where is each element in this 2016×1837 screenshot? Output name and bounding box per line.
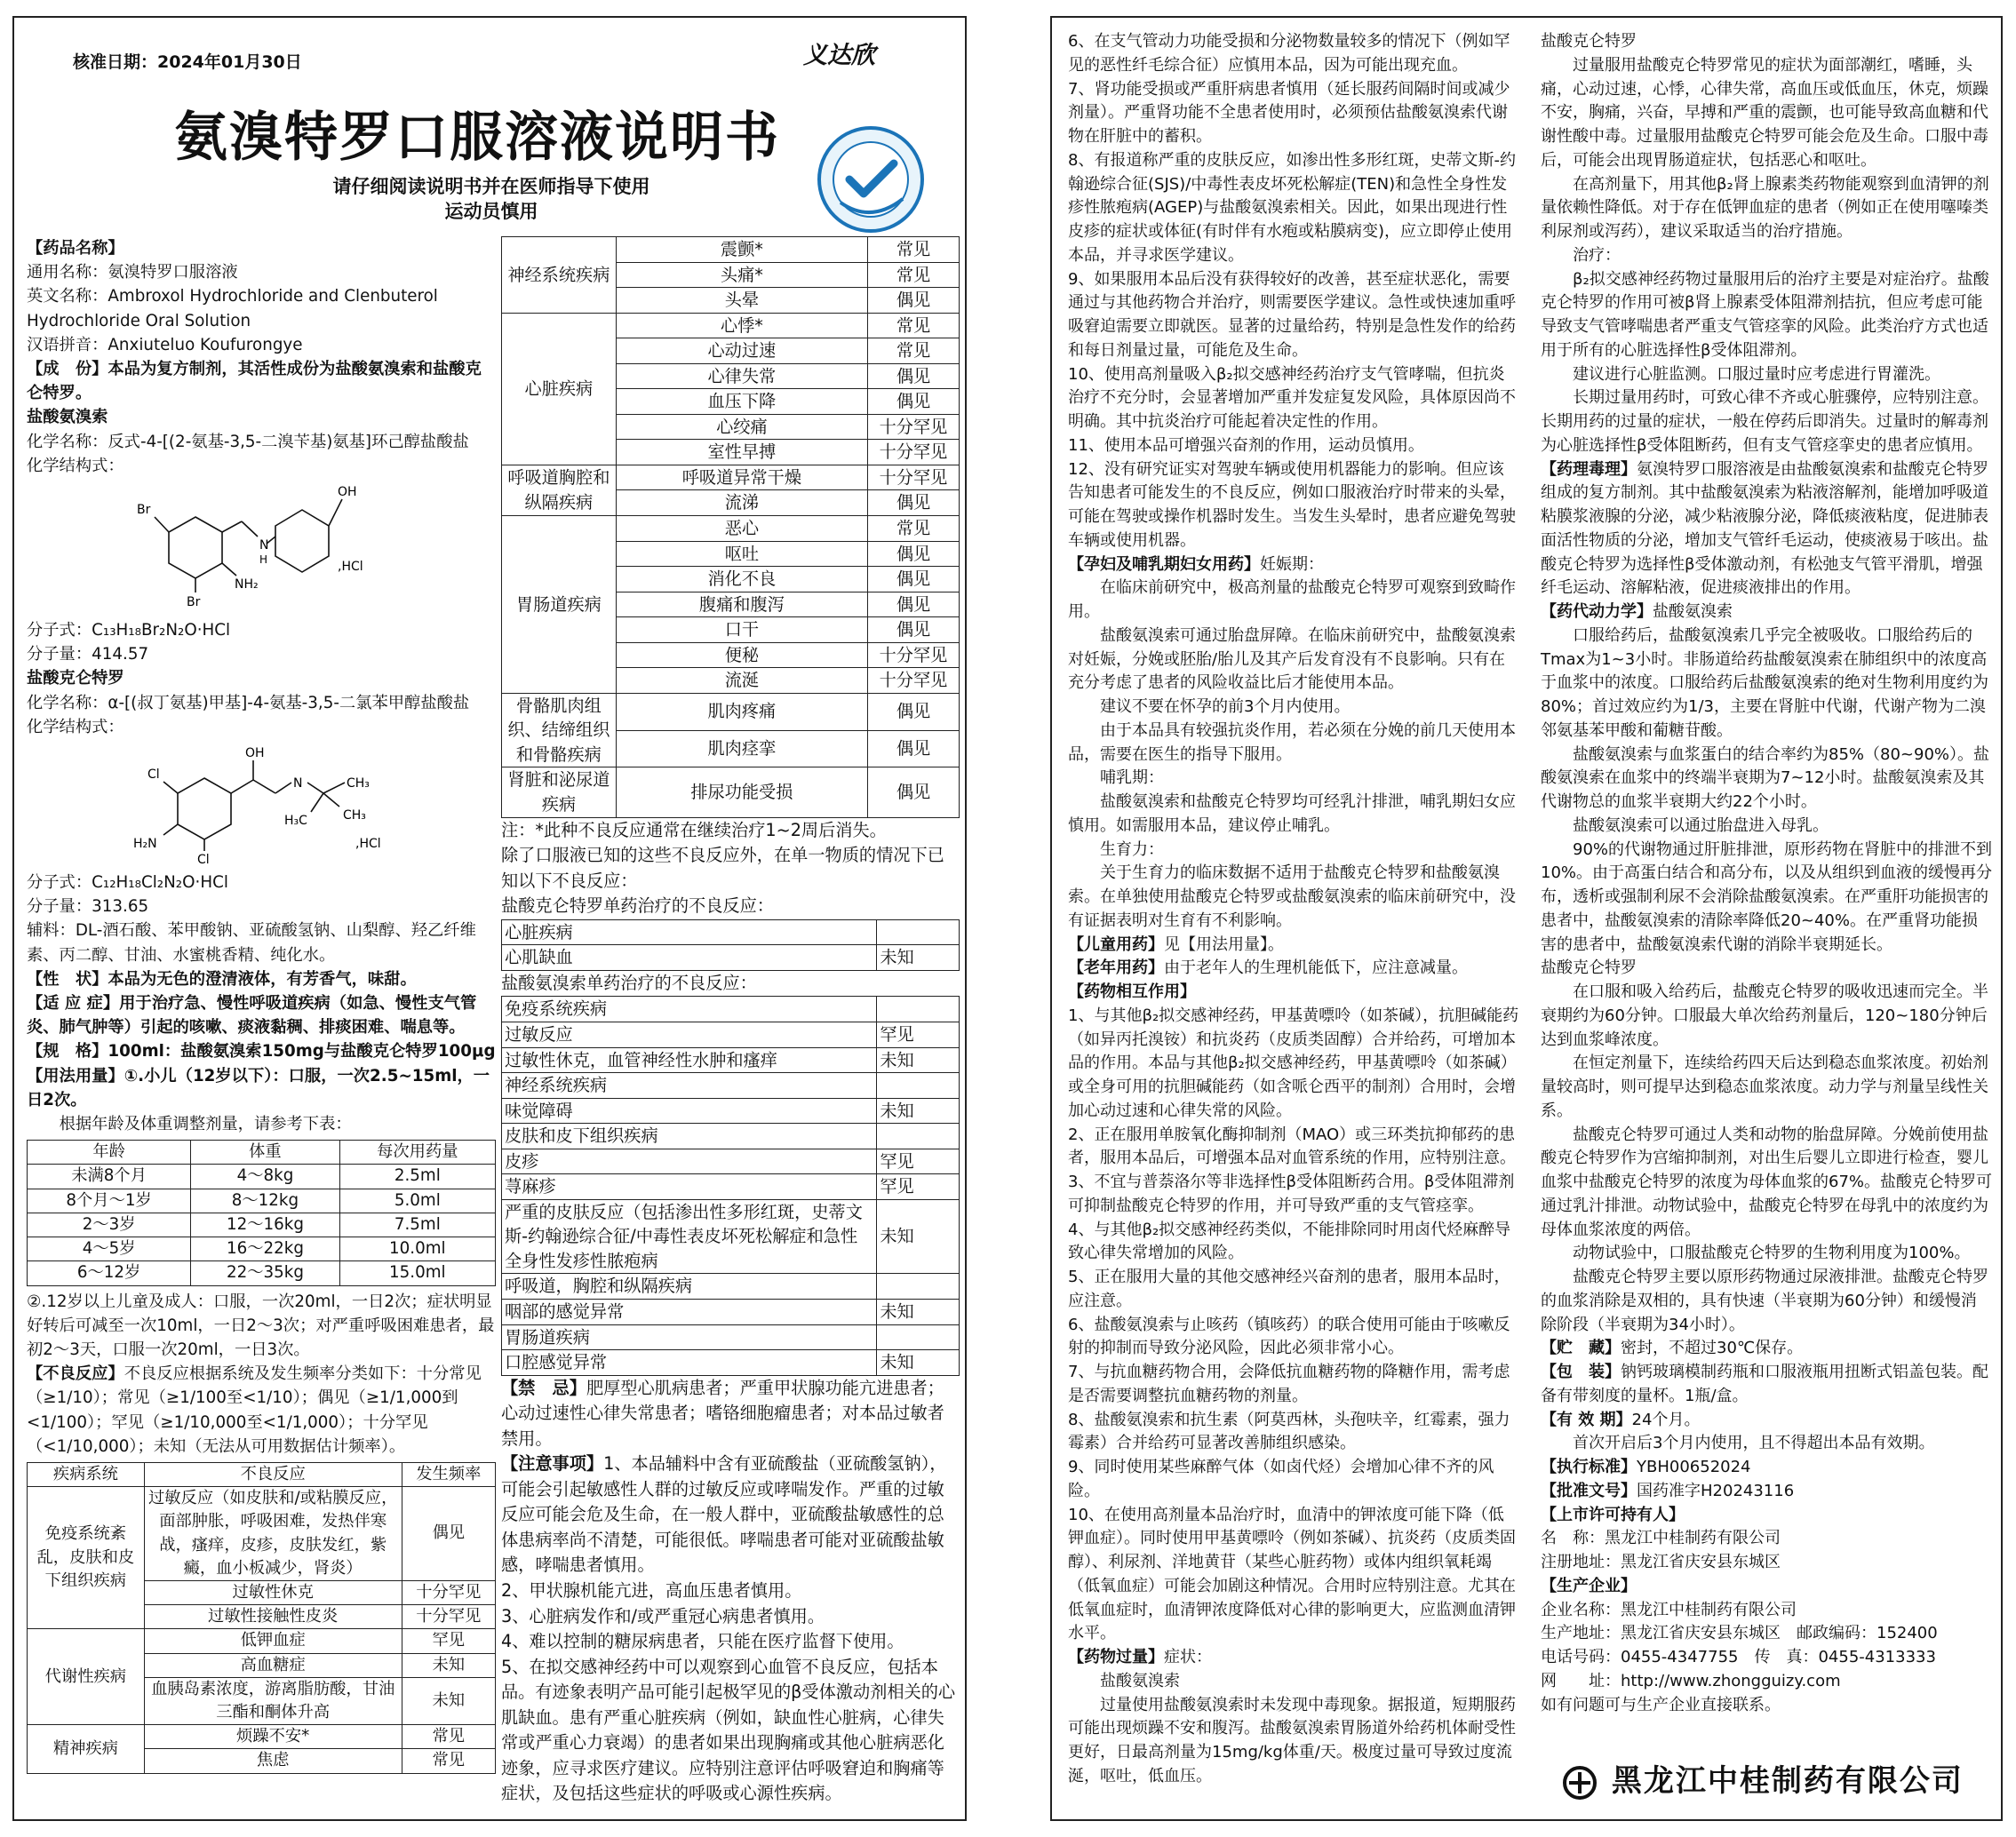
frequency-cell: 常见: [402, 1725, 495, 1749]
frequency-cell: 十分罕见: [868, 668, 960, 694]
text-paragraph: 生产地址：黑龙江省庆安县东城区 邮政编码：152400: [1541, 1624, 1938, 1643]
frequency-cell: 偶见: [868, 363, 960, 389]
left-column-1: [27, 236, 496, 1774]
reaction-cell: 头晕: [616, 288, 867, 314]
text-paragraph: 11、使用本品可增强兴奋剂的作用，运动员慎用。: [1068, 435, 1424, 455]
text-paragraph: 动物试验中，口服盐酸克仑特罗的生物利用度为100%。: [1573, 1244, 1971, 1263]
reaction-cell: 排尿功能受损: [616, 767, 867, 817]
table-cell: 严重的皮肤反应（包括渗出性多形红斑，史蒂文斯-约翰逊综合征/中毒性表皮坏死松解症和急性全身性发疹性脓疱病: [502, 1199, 877, 1274]
table-cell: 16～22kg: [191, 1237, 339, 1261]
text-paragraph: 【性 状】本品为无色的澄清液体，有芳香气，味甜。: [27, 969, 417, 989]
nitrogen-label: N: [293, 776, 303, 791]
text-paragraph: 【成 份】本品为复方制剂，其活性成份为盐酸氨溴索和盐酸克仑特罗。: [27, 360, 482, 403]
ambroxol-adr-heading: 盐酸氨溴索单药治疗的不良反应：: [501, 972, 757, 993]
table-row: [502, 1299, 960, 1324]
table-cell: 5.0ml: [339, 1189, 495, 1213]
text-paragraph: 电话号码：0455-4347755 传 真：0455-4313333: [1541, 1648, 1936, 1666]
table-row: [502, 1174, 960, 1200]
table-cell: 10.0ml: [339, 1237, 495, 1261]
frequency-cell: 常见: [868, 338, 960, 364]
table-cell: 8个月～1岁: [28, 1189, 191, 1213]
frequency-cell: 偶见: [868, 592, 960, 617]
text-paragraph: 化学名称：α-[(叔丁氨基)甲基]-4-氨基-3,5-二氯苯甲醇盐酸盐: [27, 693, 470, 712]
frequency-cell: 十分罕见: [402, 1580, 495, 1604]
table-header: 年龄: [28, 1141, 191, 1165]
table-cell: 罕见: [877, 1174, 960, 1200]
text-paragraph: 【包 装】钠钙玻璃模制药瓶和口服液瓶用扭断式铝盖包装。配备有带刻度的量杯。1瓶/盒。: [1541, 1363, 1988, 1405]
disease-system-cell: 代谢性疾病: [28, 1629, 145, 1725]
nitrogen-label: N: [259, 538, 269, 553]
text-paragraph: 盐酸克仑特罗: [27, 669, 124, 688]
table-cell: [877, 1073, 960, 1099]
text-paragraph: 注册地址：黑龙江省庆安县东城区: [1541, 1553, 1781, 1571]
table-cell: 6～12岁: [28, 1261, 191, 1285]
methyl-label: CH₃: [347, 776, 370, 791]
disease-system-cell: 呼吸道胸腔和纵隔疾病: [502, 465, 617, 515]
text-paragraph: 8、有报道称严重的皮肤反应，如渗出性多形红斑，史蒂文斯-约翰逊综合征(SJS)/中毒性表皮坏死松解症(TEN)和急性全身性发疹性脓疱病(AGEP)与盐酸氨溴索相关。因此，如果出现进行性皮疹的症状或体征(有时伴有水疱或粘膜病变)，应立即停止使用本品，并寻求医学建议。: [1068, 150, 1516, 265]
text-paragraph: 【不良反应】不良反应根据系统及发生频率分类如下：十分常见（≥1/10）；常见（≥1/100至<1/10）；偶见（≥1/1,000到<1/100）；罕见（≥1/10,000至<1/1,000）；十分罕见（<1/10,000）；未知（无法从可用数据估计频率）。: [27, 1364, 482, 1456]
reaction-cell: 心悸*: [616, 313, 867, 338]
text-paragraph: 名 称：黑龙江中桂制药有限公司: [1541, 1529, 1781, 1548]
frequency-cell: 偶见: [868, 288, 960, 314]
leaflet-front: [12, 16, 967, 1821]
text-paragraph: 6、盐酸氨溴索与止咳药（镇咳药）的联合使用可能由于咳嗽反射的抑制而导致分泌风险，因此必须非常小心。: [1068, 1315, 1510, 1358]
right-column-1: [1068, 30, 1519, 1789]
left-column-2: [501, 236, 960, 1807]
table-row: [502, 1022, 960, 1047]
frequency-cell: 偶见: [868, 767, 960, 817]
subtitle-athlete: 运动员慎用: [444, 201, 538, 222]
table-cell: 未知: [877, 1199, 960, 1274]
table-header: 每次用药量: [339, 1141, 495, 1165]
text-paragraph: 网 址：http://www.zhongguizy.com: [1541, 1671, 1841, 1690]
company-logo: [1560, 1765, 1964, 1801]
disease-system-cell: 肾脏和泌尿道疾病: [502, 767, 617, 817]
table-cell: [877, 919, 960, 945]
table-row: [502, 693, 960, 730]
frequency-cell: 偶见: [868, 541, 960, 567]
approval-date: 核准日期：2024年01月30日: [73, 52, 302, 72]
text-paragraph: 分子式：C₁₃H₁₈Br₂N₂O·HCl: [27, 621, 231, 640]
text-paragraph: 化学结构式：: [27, 456, 124, 475]
text-paragraph: 【药物过量】症状：: [1068, 1648, 1212, 1666]
text-paragraph: 盐酸克仑特罗单药治疗的不良反应：: [501, 895, 774, 917]
table-cell: 15.0ml: [339, 1261, 495, 1285]
company-logo-icon: [1560, 1765, 1599, 1801]
text-paragraph: 盐酸克仑特罗可通过人类和动物的胎盘屏障。分娩前使用盐酸克仑特罗作为宫缩抑制剂，对出生后婴儿立即进行检查，婴儿血浆中盐酸克仑特罗的浓度为母体血浆的67%。盐酸克仑特罗可通过乳汁排泄。动物试验中，盐酸克仑特罗在母乳中的浓度约为母体血浆浓度的两倍。: [1541, 1125, 1993, 1239]
reaction-cell: 呕吐: [616, 541, 867, 567]
table-cell: 过敏性休克，血管神经性水肿和瘙痒: [502, 1047, 877, 1073]
reaction-cell: 震颤*: [616, 237, 867, 263]
reaction-cell: 头痛*: [616, 262, 867, 288]
frequency-cell: 未知: [402, 1677, 495, 1724]
text-paragraph: 4、与其他β₂拟交感神经药类似，不能排除同时用卤代烃麻醉导致心律失常增加的风险。: [1068, 1220, 1511, 1263]
adverse-reactions-table-continued: [501, 236, 960, 818]
company-logo-text: 黑龙江中桂制药有限公司: [1611, 1763, 1964, 1799]
text-paragraph: 化学名称：反式-4-[(2-氨基-3,5-二溴苄基)氨基]环己醇盐酸盐: [27, 432, 469, 451]
table-cell: 味觉障碍: [502, 1098, 877, 1124]
text-paragraph: 关于生育力的临床数据不适用于盐酸克仑特罗和盐酸氨溴索。在单独使用盐酸克仑特罗或盐酸氨溴索的临床前研究中，没有证据表明对生育有不利影响。: [1068, 863, 1516, 930]
reaction-cell: 肌肉疼痛: [616, 693, 867, 730]
reaction-cell: 心动过速: [616, 338, 867, 364]
reaction-cell: 烦躁不安*: [144, 1725, 402, 1749]
disease-system-cell: 胃肠道疾病: [502, 516, 617, 694]
table-cell: [877, 1274, 960, 1300]
text-paragraph: 辅料：DL-酒石酸、苯甲酸钠、亚硫酸氢钠、山梨醇、羟乙纤维素、丙二醇、甘油、水蜜桃香精、纯化水。: [27, 921, 476, 965]
table-row: [28, 1237, 496, 1261]
table-cell: 未知: [877, 945, 960, 971]
table-header: 不良反应: [144, 1462, 402, 1486]
text-paragraph: 3、心脏病发作和/或严重冠心病患者慎用。: [501, 1605, 825, 1626]
text-paragraph: 2、甲状腺机能亢进，高血压患者慎用。: [501, 1579, 802, 1601]
table-cell: 未知: [877, 1047, 960, 1073]
table-header: 发生频率: [402, 1462, 495, 1486]
table-row: [502, 1073, 960, 1099]
disease-system-cell: 心脏疾病: [502, 313, 617, 465]
text-paragraph: 【孕妇及哺乳期妇女用药】妊娠期：: [1068, 554, 1324, 574]
text-paragraph: 【适 应 症】用于治疗急、慢性呼吸道疾病（如急、慢性支气管炎、肺气肿等）引起的咳嗽、痰液黏稠、排痰困难、喘息等。: [27, 994, 477, 1038]
text-paragraph: 5、在拟交感神经药中可以观察到心血管不良反应，包括本品。有迹象表明产品可能引起极罕见的β受体激动剂相关的心肌缺血。患有严重心脏疾病（例如，缺血性心脏病，心律失常或严重心力衰竭）的患者如果出现胸痛或其他心脏病恶化迹象，应寻求医疗建议。应特别注意评估呼吸窘迫和胸痛等症状，及包括这些症状的呼吸或心源性疾病。: [501, 1656, 956, 1804]
text-paragraph: 盐酸氨溴索与血浆蛋白的结合率约为85%（80~90%）。盐酸氨溴索在血浆中的终端半衰期为7~12小时。盐酸氨溴索及其代谢物总的血浆半衰期大约22个小时。: [1541, 744, 1989, 811]
disease-system-cell: 精神疾病: [28, 1725, 145, 1773]
hydrogen-label: H: [259, 553, 268, 567]
text-paragraph: 【药物相互作用】: [1068, 982, 1196, 1001]
table-cell: 口腔感觉异常: [502, 1350, 877, 1376]
text-paragraph: 【规 格】100ml：盐酸氨溴索150mg与盐酸克仑特罗100μg: [27, 1042, 496, 1062]
text-paragraph: 【批准文号】国药准字H20243116: [1541, 1481, 1795, 1500]
hydroxyl-label: OH: [245, 746, 265, 761]
hcl-label: ,HCl: [355, 837, 381, 852]
reaction-cell: 腹痛和腹泻: [616, 592, 867, 617]
chlorine-label: Cl: [197, 853, 210, 868]
text-paragraph: 12、没有研究证实对驾驶车辆或使用机器能力的影响。但应该告知患者可能发生的不良反应，例如口服液治疗时带来的头晕，可能在驾驶或操作机器时发生。当发生头晕时，患者应避免驾驶车辆或使用机器。: [1068, 459, 1516, 550]
text-paragraph: 【生产企业】: [1541, 1576, 1637, 1595]
text-paragraph: 盐酸克仑特罗: [1541, 32, 1637, 51]
frequency-cell: 偶见: [402, 1487, 495, 1581]
disease-system-cell: 神经系统疾病: [502, 237, 617, 314]
frequency-cell: 十分罕见: [868, 465, 960, 490]
text-paragraph: 【儿童用药】见【用法用量】。: [1068, 934, 1284, 954]
text-paragraph: Hydrochloride Oral Solution: [27, 311, 251, 330]
table-row: [502, 1199, 960, 1274]
text-paragraph: 盐酸氨溴索可通过胎盘屏障。在临床前研究中，盐酸氨溴索对妊娠，分娩或胚胎/胎儿及其产后发育没有不良影响。只有在充分考虑了患者的风险收益比后才能使用本品。: [1068, 625, 1516, 693]
reaction-cell: 便秘: [616, 642, 867, 668]
table-cell: 未满8个月: [28, 1165, 191, 1189]
text-paragraph: 6、在支气管动力功能受损和分泌物数量较多的情况下（例如罕见的恶性纤毛综合征）应慎用本品，因为可能出现充血。: [1068, 32, 1510, 75]
text-paragraph: ②.12岁以上儿童及成人：口服，一次20ml，一日2次；症状明显好转后可减至一次10ml，一日2～3次；对严重呼吸困难患者，最初2～3天，口服一次20ml，一日3次。: [27, 1292, 495, 1359]
table-cell: 神经系统疾病: [502, 1073, 877, 1099]
table-row: [502, 1149, 960, 1174]
chlorine-label: Cl: [147, 767, 160, 783]
table-cell: 2～3岁: [28, 1213, 191, 1237]
right-column-2: [1541, 30, 1992, 1717]
table-cell: 罕见: [877, 1022, 960, 1047]
text-paragraph: 长期过量用药时，可致心律不齐或心脏骤停，应特别注意。长期用药的过量的症状，一般在停药后即消失。过量时的解毒剂为心脏选择性β受体阻断药，但有支气管痉挛史的患者应慎用。: [1541, 388, 1988, 455]
hydroxyl-label: OH: [338, 485, 357, 500]
text-paragraph: 3、不宜与普萘洛尔等非选择性β受体阻断药合用。β受体阻滞剂可抑制盐酸克仑特罗的作用，并可导致严重的支气管痉挛。: [1068, 1173, 1515, 1215]
text-paragraph: 【注意事项】1、本品辅料中含有亚硫酸盐（亚硫酸氢钠），可能会引起敏感性人群的过敏反应或哮喘发作。严重的过敏反应可能会危及生命，在一般人群中，亚硫酸盐敏感性的总体患病率尚不清楚，可能很低。哮喘患者可能对亚硫酸盐敏感，哮喘患者慎用。: [501, 1453, 947, 1576]
table-row: [502, 313, 960, 338]
frequency-cell: 常见: [868, 262, 960, 288]
table-header: 体重: [191, 1141, 339, 1165]
table-cell: [877, 1324, 960, 1350]
table-row: [28, 1487, 496, 1581]
text-paragraph: 过量服用盐酸克仑特罗常见的症状为面部潮红，嗜睡，头痛，心动过速，心悸，心律失常，高血压或低血压，休克，烦躁不安，胸痛，兴奋，早搏和严重的震颤，也可能导致高血糖和代谢性酸中毒。过量服用盐酸克仑特罗可能会危及生命。口服中毒后，可能会出现胃肠道症状，包括恶心和呕吐。: [1541, 55, 1988, 170]
table-row: [502, 1047, 960, 1073]
table-row: [28, 1261, 496, 1285]
text-paragraph: 盐酸氨溴索: [1100, 1671, 1180, 1690]
text-paragraph: 根据年龄及体重调整剂量，请参考下表：: [59, 1115, 352, 1134]
reaction-cell: 低钾血症: [144, 1629, 402, 1653]
text-paragraph: 9、如果服用本品后没有获得较好的改善，甚至症状恶化，需要通过与其他药物合并治疗，则需要医学建议。急性或快速加重呼吸窘迫需要立即就医。显著的过量给药，特别是急性发作的给药和每日剂量过量，可能危及生命。: [1068, 269, 1516, 360]
text-paragraph: 【药品名称】: [27, 239, 124, 258]
table-row: [502, 1324, 960, 1350]
text-paragraph: 生育力：: [1100, 839, 1164, 859]
reaction-cell: 心绞痛: [616, 414, 867, 440]
table-cell: 荨麻疹: [502, 1174, 877, 1200]
text-paragraph: 在临床前研究中，极高剂量的盐酸克仑特罗可观察到致畸作用。: [1068, 578, 1516, 621]
text-paragraph: 【用法用量】①.小儿（12岁以下）：口服，一次2.5~15ml，一日2次。: [27, 1066, 490, 1109]
text-paragraph: 建议不要在怀孕的前3个月内使用。: [1100, 697, 1351, 716]
frequency-cell: 偶见: [868, 490, 960, 516]
frequency-cell: 偶见: [868, 617, 960, 643]
text-paragraph: 分子量：414.57: [27, 645, 149, 664]
disease-system-cell: 骨骼肌肉组织、结缔组织和骨骼疾病: [502, 693, 617, 767]
frequency-cell: 偶见: [868, 567, 960, 592]
text-paragraph: 【有 效 期】24个月。: [1541, 1410, 1701, 1429]
reaction-cell: 流涕: [616, 490, 867, 516]
text-paragraph: 2、正在服用单胺氧化酶抑制剂（MAO）或三环类抗抑郁药的患者，服用本品后，可增强本品对血管系统的作用，应特别注意。: [1068, 1125, 1516, 1168]
methyl-label: CH₃: [343, 808, 366, 823]
table-cell: [877, 1124, 960, 1149]
table-cell: 4～8kg: [191, 1165, 339, 1189]
reaction-cell: 过敏反应（如皮肤和/或粘膜反应，面部肿胀，呼吸困难，发热伴寒战，瘙痒，皮疹，皮肤发红，紫癜，血小板减少，肾炎）: [144, 1487, 402, 1581]
table-row: [28, 1725, 496, 1749]
table-cell: 皮疹: [502, 1149, 877, 1174]
table-cell: 未知: [877, 1098, 960, 1124]
table-cell: 7.5ml: [339, 1213, 495, 1237]
text-paragraph: 除了口服液已知的这些不良反应外，在单一物质的情况下已知以下不良反应：: [501, 845, 944, 891]
bromine-label: Br: [137, 503, 151, 518]
adverse-reactions-table: [27, 1462, 496, 1774]
table-row: [502, 767, 960, 817]
frequency-cell: 十分罕见: [402, 1605, 495, 1629]
frequency-cell: 常见: [868, 237, 960, 263]
frequency-cell: 十分罕见: [868, 414, 960, 440]
table-row: [502, 945, 960, 971]
text-paragraph: 【药理毒理】氨溴特罗口服溶液是由盐酸氨溴索和盐酸克仑特罗组成的复方制剂。其中盐酸氨溴索为粘液溶解剂，能增加呼吸道粘膜浆液腺的分泌，减少粘液腺分泌，降低痰液粘度，促进肺表面活性物质的分泌，增加支气管纤毛运动，使痰液易于咳出。盐酸克仑特罗为选择性β受体激动剂，有松弛支气管平滑肌，增强纤毛运动、溶解粘液，促进痰液排出的作用。: [1541, 459, 1988, 598]
text-paragraph: 7、与抗血糖药物合用，会降低抗血糖药物的降糖作用，需考虑是否需要调整抗血糖药物的剂量。: [1068, 1363, 1510, 1405]
text-paragraph: 盐酸克仑特罗主要以原形药物通过尿液排泄。盐酸克仑特罗的血浆消除是双相的，具有快速（半衰期为60分钟）和缓慢消除阶段（半衰期为34小时）。: [1541, 1268, 1988, 1334]
reaction-cell: 焦虑: [144, 1749, 402, 1773]
reaction-cell: 肌肉痉挛: [616, 730, 867, 767]
text-paragraph: 口服给药后，盐酸氨溴索几乎完全被吸收。口服给药后的Tmax为1~3小时。非肠道给药盐酸氨溴索在肺组织中的浓度高于血浆中的浓度。口服给药后盐酸氨溴索的绝对生物利用度约为80%；首过效应约为1/3，主要在肾脏中代谢，代谢产物为二溴邻氨基苯甲酸和葡糖苷酸。: [1541, 625, 1988, 740]
frequency-cell: 未知: [402, 1653, 495, 1677]
table-cell: 4～5岁: [28, 1237, 191, 1261]
text-paragraph: 盐酸克仑特罗: [1541, 958, 1637, 978]
text-paragraph: 10、在使用高剂量本品治疗时，血清中的钾浓度可能下降（低钾血症）。同时使用甲基黄嘌呤（例如茶碱）、抗炎药（皮质类固醇）、利尿剂、洋地黄苷（某些心脏药物）或体内组织氧耗竭（低氧血症）可能会加剧这种情况。合用时应特别注意。尤其在低氧血症时，血清钾浓度降低对心律的影响更大，应监测血清钾水平。: [1068, 1505, 1516, 1643]
table-row: [28, 1629, 496, 1653]
text-paragraph: 1、与其他β₂拟交感神经药，甲基黄嘌呤（如茶碱），抗胆碱能药（如异丙托溴铵）和抗炎药（皮质类固醇）合并给药，可增加本品的作用。本品与其他β₂拟交感神经药，甲基黄嘌呤（如茶碱）或全身可用的抗胆碱能药（如含哌仑西平的制剂）合用时，会增加心动过速和心律失常的风险。: [1068, 1006, 1519, 1120]
frequency-cell: 常见: [402, 1749, 495, 1773]
text-paragraph: 企业名称：黑龙江中桂制药有限公司: [1541, 1600, 1797, 1619]
text-paragraph: 汉语拼音：Anxiuteluo Koufurongye: [27, 335, 303, 354]
text-paragraph: 盐酸氨溴索可以通过胎盘进入母乳。: [1573, 815, 1829, 835]
reaction-cell: 血压下降: [616, 389, 867, 415]
text-paragraph: 盐酸氨溴索: [27, 408, 108, 427]
text-paragraph: 5、正在服用大量的其他交感神经兴奋剂的患者，服用本品时，应注意。: [1068, 1268, 1510, 1310]
text-paragraph: 化学结构式：: [27, 717, 124, 736]
reaction-cell: 血胰岛素浓度，游离脂肪酸，甘油三酯和酮体升高: [144, 1677, 402, 1724]
frequency-cell: 偶见: [868, 389, 960, 415]
frequency-cell: 罕见: [402, 1629, 495, 1653]
table-row: [28, 1165, 496, 1189]
hcl-label: ,HCl: [338, 560, 363, 575]
table-header: 疾病系统: [28, 1462, 145, 1486]
table-row: [502, 1124, 960, 1149]
text-paragraph: 由于本品具有较强抗炎作用，若必须在分娩的前几天使用本品，需要在医生的指导下服用。: [1068, 720, 1516, 764]
reaction-cell: 流涎: [616, 668, 867, 694]
frequency-cell: 常见: [868, 516, 960, 542]
table-cell: 过敏反应: [502, 1022, 877, 1047]
document-title: 氨溴特罗口服溶液说明书: [174, 107, 780, 169]
text-paragraph: 【执行标准】YBH00652024: [1541, 1458, 1751, 1476]
text-paragraph: 哺乳期：: [1100, 768, 1164, 788]
text-paragraph: 【上市许可持有人】: [1541, 1505, 1685, 1524]
table-row: [502, 516, 960, 542]
text-paragraph: 【贮 藏】密封，不超过30℃保存。: [1541, 1339, 1804, 1358]
frequency-cell: 十分罕见: [868, 440, 960, 465]
table-row: [28, 1189, 496, 1213]
table-cell: 免疫系统疾病: [502, 997, 877, 1022]
ambroxol-structure-diagram: [133, 481, 382, 615]
text-paragraph: 盐酸氨溴索和盐酸克仑特罗均可经乳汁排泄，哺乳期妇女应慎用。如需服用本品，建议停止哺乳。: [1068, 792, 1516, 835]
text-paragraph: 建议进行心脏监测。口服过量时应考虑进行胃灌洗。: [1573, 364, 1940, 384]
table-row: [502, 465, 960, 490]
text-paragraph: 在高剂量下，用其他β₂肾上腺素类药物能观察到血清钾的剂量依赖性降低。对于存在低钾血症的患者（例如正在使用噻嗪类利尿剂或泻药），建议采取适当的治疗措施。: [1541, 174, 1989, 241]
text-paragraph: 9、同时使用某些麻醉气体（如卤代烃）会增加心律不齐的风险。: [1068, 1458, 1494, 1500]
dose-table: [27, 1140, 496, 1285]
reaction-cell: 心律失常: [616, 363, 867, 389]
text-paragraph: 过量使用盐酸氨溴索时未发现中毒现象。据报道，短期服药可能出现烦躁不安和腹泻。盐酸氨溴索胃肠道外给药机体耐受性更好，日最高剂量为15mg/kg体重/天。极度过量可导致过度流涎，呕吐，低血压。: [1068, 1695, 1516, 1785]
brand-name: 义达欣: [803, 42, 875, 69]
text-paragraph: 【禁 忌】肥厚型心肌病患者；严重甲状腺功能亢进患者；心动过速性心律失常患者；嗜铬细胞瘤患者；对本品过敏者禁用。: [501, 1377, 944, 1449]
reaction-cell: 消化不良: [616, 567, 867, 592]
text-paragraph: 分子式：C₁₂H₁₈Cl₂N₂O·HCl: [27, 873, 228, 893]
table-row: [502, 997, 960, 1022]
text-paragraph: 如有问题可与生产企业直接联系。: [1541, 1695, 1781, 1714]
table-cell: 22～35kg: [191, 1261, 339, 1285]
clenbuterol-structure-diagram: [133, 743, 400, 867]
text-paragraph: 首次开启后3个月内使用，且不得超出本品有效期。: [1573, 1434, 1935, 1453]
text-paragraph: 英文名称：Ambroxol Hydrochloride and Clenbuterol: [27, 287, 438, 306]
table-row: [502, 1350, 960, 1376]
text-paragraph: 8、盐酸氨溴索和抗生素（阿莫西林，头孢呋辛，红霉素，强力霉素）合并给药可显著改善肺组织感染。: [1068, 1410, 1510, 1453]
table-cell: 皮肤和皮下组织疾病: [502, 1124, 877, 1149]
reaction-cell: 口干: [616, 617, 867, 643]
disease-system-cell: 免疫系统紊乱，皮肤和皮下组织疾病: [28, 1487, 145, 1629]
table-cell: 心肌缺血: [502, 945, 877, 971]
reaction-cell: 过敏性接触性皮炎: [144, 1605, 402, 1629]
table-cell: 咽部的感觉异常: [502, 1299, 877, 1324]
table-cell: 8～12kg: [191, 1189, 339, 1213]
text-paragraph: 90%的代谢物通过肝脏排泄，原形药物在肾脏中的排泄不到10%。由于高蛋白结合和高分布，以及从组织到血液的缓慢再分布，透析或强制利尿不会消除盐酸氨溴索。在严重肝功能损害的患者中，盐酸氨溴索的清除率降低20~40%。在严重肾功能损害的患者中，盐酸氨溴索代谢的消除半衰期延长。: [1541, 839, 1993, 954]
text-paragraph: 【药代动力学】盐酸氨溴索: [1541, 602, 1733, 621]
bromine-label: Br: [187, 595, 201, 610]
text-paragraph: 在恒定剂量下，连续给药四天后达到稳态血浆浓度。初始剂量较高时，则可提早达到稳态血浆浓度。动力学与剂量呈线性关系。: [1541, 1054, 1988, 1120]
amino-label: H₂N: [133, 837, 157, 852]
text-paragraph: 注：*此种不良反应通常在继续治疗1~2周后消失。: [501, 819, 887, 840]
ambroxol-adr-table: [501, 996, 960, 1375]
text-paragraph: 4、难以控制的糖尿病患者，只能在医疗监督下使用。: [501, 1631, 904, 1652]
table-row: [502, 919, 960, 945]
table-cell: 胃肠道疾病: [502, 1324, 877, 1350]
frequency-cell: 常见: [868, 313, 960, 338]
frequency-cell: 十分罕见: [868, 642, 960, 668]
reaction-cell: 过敏性休克: [144, 1580, 402, 1604]
reaction-cell: 室性早搏: [616, 440, 867, 465]
text-paragraph: 在口服和吸入给药后，盐酸克仑特罗的吸收迅速而完全。半衰期约为60分钟。口服最大单次给药剂量后，120~180分钟后达到血浆峰浓度。: [1541, 982, 1988, 1049]
text-paragraph: 【老年用药】由于老年人的生理机能低下，应注意减量。: [1068, 958, 1468, 978]
text-paragraph: 7、肾功能受损或严重肝病患者慎用（延长服药间隔时间或减少剂量）。严重肾功能不全患者使用时，必须预估盐酸氨溴索代谢物在肝脏中的蓄积。: [1068, 79, 1510, 146]
table-cell: 罕见: [877, 1149, 960, 1174]
frequency-cell: 偶见: [868, 730, 960, 767]
text-paragraph: 通用名称：氨溴特罗口服溶液: [27, 263, 238, 282]
methyl-label: H₃C: [284, 814, 307, 829]
text-paragraph: β₂拟交感神经药物过量服用后的治疗主要是对症治疗。盐酸克仑特罗的作用可被β肾上腺素受体阻滞剂拮抗，但应考虑可能导致支气管哮喘患者严重支气管痉挛的风险。此类治疗方式也适用于所有的心脏选择性β受体阻滞剂。: [1541, 269, 1989, 360]
reaction-cell: 高血糖症: [144, 1653, 402, 1677]
table-cell: 2.5ml: [339, 1165, 495, 1189]
table-cell: 心脏疾病: [502, 919, 877, 945]
table-cell: [877, 997, 960, 1022]
table-cell: 呼吸道，胸腔和纵隔疾病: [502, 1274, 877, 1300]
text-paragraph: 治疗：: [1573, 245, 1621, 265]
table-cell: 未知: [877, 1299, 960, 1324]
reaction-cell: 呼吸道异常干燥: [616, 465, 867, 490]
clenbuterol-adr-table: [501, 919, 960, 971]
table-cell: 12～16kg: [191, 1213, 339, 1237]
frequency-cell: 偶见: [868, 693, 960, 730]
table-row: [502, 1098, 960, 1124]
amino-label: NH₂: [235, 577, 259, 592]
consistency-badge-icon: [814, 123, 928, 236]
table-row: [28, 1213, 496, 1237]
table-row: [502, 1274, 960, 1300]
table-cell: 未知: [877, 1350, 960, 1376]
reaction-cell: 恶心: [616, 516, 867, 542]
text-paragraph: 分子量：313.65: [27, 897, 149, 917]
leaflet-back: [1050, 16, 2003, 1821]
text-paragraph: 10、使用高剂量吸入β₂拟交感神经药治疗支气管哮喘，但抗炎治疗不充分时，会显著增加严重并发症复发风险，具体原因尚不明确。其中抗炎治疗可能起着决定性的作用。: [1068, 364, 1516, 431]
subtitle-instruction: 请仔细阅读说明书并在医师指导下使用: [332, 176, 650, 197]
table-row: [502, 237, 960, 263]
